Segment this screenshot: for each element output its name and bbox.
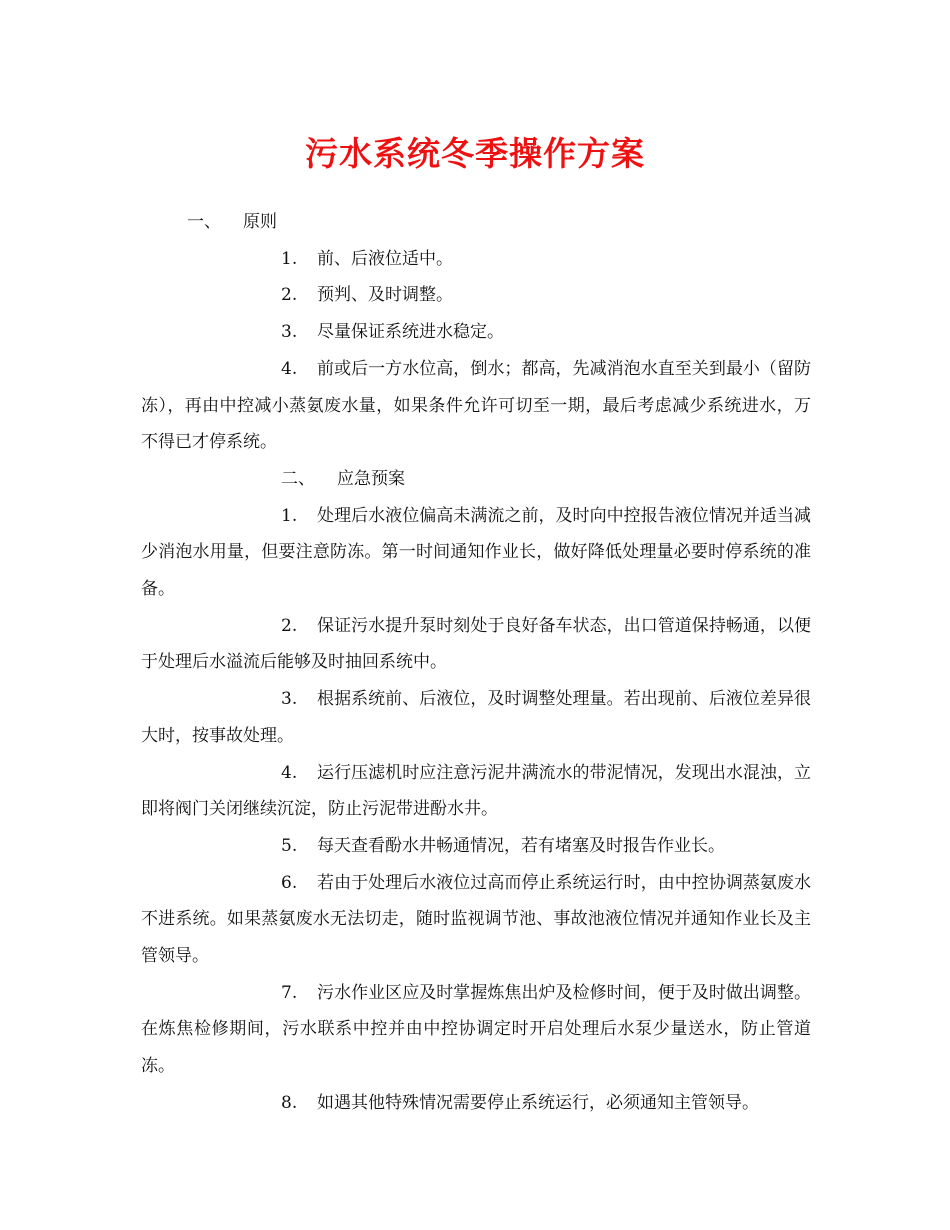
list-item (141, 608, 811, 681)
item-number: 4. (281, 762, 298, 783)
item-text: 根据系统前、后液位，及时调整处理量。若出现前、后液位差异很大时，按事故处理。 (141, 689, 811, 746)
section-number: 一、 (187, 212, 221, 232)
item-text: 如遇其他特殊情况需要停止系统运行，必须通知主管领导。 (317, 1092, 759, 1113)
item-text: 运行压滤机时应注意污泥井满流水的带泥情况，发现出水混浊，立即将阀门关闭继续沉淀，防止污泥带进酚水井。 (141, 762, 811, 820)
section-heading-emergency (141, 461, 811, 498)
list-item (141, 351, 811, 461)
section-heading-principles (141, 204, 811, 241)
list-item (141, 241, 811, 278)
list-item (141, 1085, 811, 1122)
list-item (141, 498, 811, 608)
item-text: 前、后液位适中。 (317, 248, 453, 269)
item-text: 处理后水液位偏高未满流之前，及时向中控报告液位情况并适当减少消泡水用量，但要注意防冻。第一时间通知作业长，做好降低处理量必要时停系统的准备。 (141, 505, 811, 600)
item-number: 7. (281, 982, 298, 1003)
item-text: 每天查看酚水井畅通情况，若有堵塞及时报告作业长。 (317, 835, 725, 856)
item-text: 前或后一方水位高，倒水；都高，先减消泡水直至关到最小（留防冻），再由中控减小蒸氨废水量，如果条件允许可切至一期，最后考虑减少系统进水，万不得已才停系统。 (141, 358, 811, 453)
item-text: 污水作业区应及时掌握炼焦出炉及检修时间，便于及时做出调整。在炼焦检修期间，污水联系中控并由中控协调定时开启处理后水泵少量送水，防止管道冻。 (141, 982, 811, 1077)
item-text: 保证污水提升泵时刻处于良好备车状态，出口管道保持畅通，以便于处理后水溢流后能够及时抽回系统中。 (141, 615, 811, 673)
item-number: 2. (281, 285, 298, 306)
item-number: 2. (281, 615, 298, 636)
item-number: 5. (281, 835, 298, 856)
list-item (141, 755, 811, 828)
section-label: 原则 (243, 212, 277, 232)
item-number: 1. (281, 505, 298, 526)
section-number: 二、 (281, 468, 315, 489)
list-item (141, 681, 811, 754)
item-number: 3. (281, 689, 298, 710)
item-number: 3. (281, 322, 298, 343)
section-label: 应急预案 (337, 468, 405, 489)
item-number: 6. (281, 872, 298, 893)
list-item (141, 828, 811, 865)
document-title: 污水系统冬季操作方案 (305, 134, 645, 173)
item-number: 1. (281, 248, 298, 269)
list-item (141, 314, 811, 351)
item-number: 8. (281, 1092, 298, 1113)
list-item (141, 277, 811, 314)
item-text: 若由于处理后水液位过高而停止系统运行时，由中控协调蒸氨废水不进系统。如果蒸氨废水无法切走，随时监视调节池、事故池液位情况并通知作业长及主管领导。 (141, 872, 811, 967)
document-body (141, 204, 811, 1122)
item-text: 预判、及时调整。 (317, 285, 453, 306)
list-item (141, 975, 811, 1085)
item-number: 4. (281, 358, 298, 379)
item-text: 尽量保证系统进水稳定。 (317, 322, 504, 343)
list-item (141, 865, 811, 975)
